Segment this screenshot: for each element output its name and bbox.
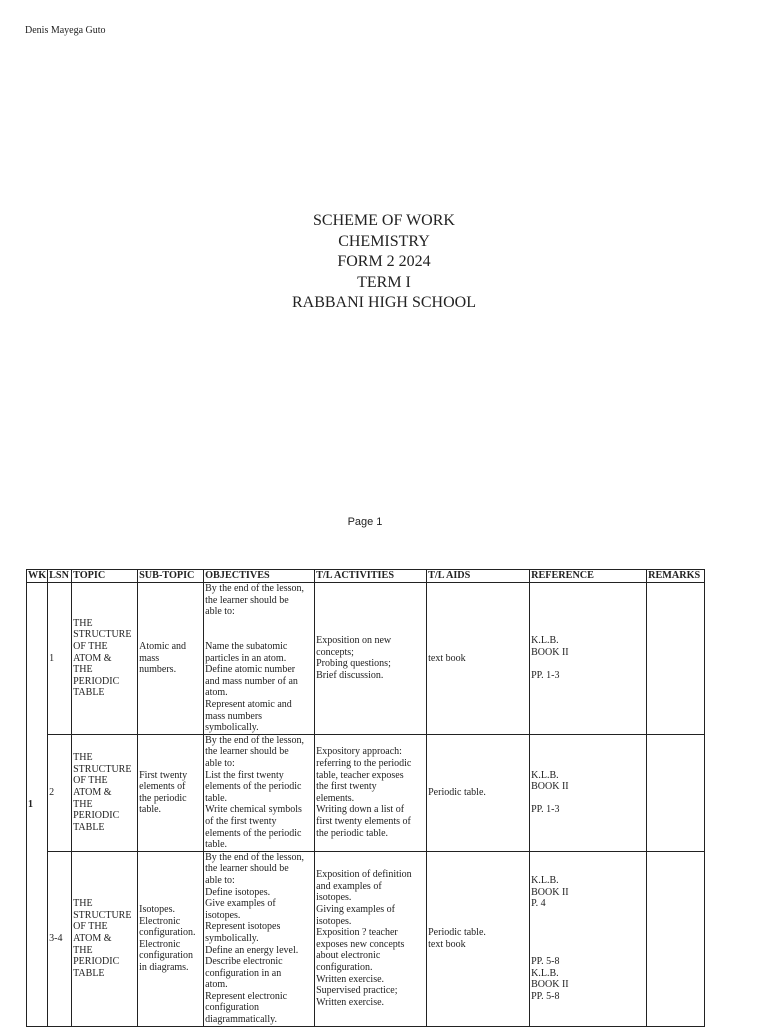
header-objectives: OBJECTIVES [204, 570, 315, 583]
header-lsn: LSN [48, 570, 72, 583]
aids-cell: text book [427, 583, 530, 735]
title-line: RABBANI HIGH SCHOOL [291, 294, 476, 312]
objectives-cell: By the end of the lesson, the learner should be able to: Define isotopes. Give examples of isotopes. Represent isotopes symbolically. Define an energy level. Describe electronic configuration in an atom. Represent electronic configuration diagrammatically. [204, 851, 315, 1026]
scheme-table [26, 569, 705, 1027]
subtopic-cell: Isotopes. Electronic configuration. Electronic configuration in diagrams. [138, 851, 204, 1026]
title-line: FORM 2 2024 [337, 253, 431, 271]
topic-cell: THE STRUCTURE OF THE ATOM & THE PERIODIC TABLE [72, 734, 138, 851]
title-line: TERM I [357, 273, 411, 291]
table-row [27, 583, 705, 735]
aids-cell: Periodic table. [427, 734, 530, 851]
remarks-cell [647, 734, 705, 851]
document-title [0, 211, 768, 314]
remarks-cell [647, 851, 705, 1026]
header-wk: WK [28, 570, 47, 582]
header-activities: T/L ACTIVITIES [315, 570, 427, 583]
lsn-cell: 3-4 [48, 851, 72, 1026]
reference-cell: K.L.B. BOOK II PP. 1-3 [530, 583, 647, 735]
header-subtopic: SUB-TOPIC [138, 570, 204, 583]
author-name: Denis Mayega Guto [25, 25, 106, 36]
topic-cell: THE STRUCTURE OF THE ATOM & THE PERIODIC TABLE [72, 851, 138, 1026]
title-line: CHEMISTRY [338, 232, 430, 250]
aids-cell: Periodic table. text book [427, 851, 530, 1026]
objectives-cell: By the end of the lesson, the learner should be able to: List the first twenty elements of the periodic table. Write chemical symbols of the first twenty elements of the periodic table. [204, 734, 315, 851]
title-line: SCHEME OF WORK [313, 212, 455, 229]
activities-cell: Expository approach: referring to the periodic table, teacher exposes the first twenty elements. Writing down a list of first twenty elements of the periodic table. [315, 734, 427, 851]
activities-cell: Exposition of definition and examples of isotopes. Giving examples of isotopes. Exposition ? teacher exposes new concepts about electronic configuration. Written exercise. Supervised practice; Written exercise. [315, 851, 427, 1026]
header-aids: T/L AIDS [427, 570, 530, 583]
table-row [27, 734, 705, 851]
remarks-cell [647, 583, 705, 735]
reference-cell: K.L.B. BOOK II P. 4 PP. 5-8 K.L.B. BOOK II PP. 5-8 [530, 851, 647, 1026]
table-row [27, 851, 705, 1026]
week-cell: 1 [27, 583, 48, 1027]
subtopic-cell: First twenty elements of the periodic table. [138, 734, 204, 851]
page-number: Page 1 [347, 516, 383, 528]
activities-cell: Exposition on new concepts; Probing questions; Brief discussion. [315, 583, 427, 735]
objectives-cell: By the end of the lesson, the learner should be able to: Name the subatomic particles in an atom. Define atomic number and mass number of an atom. Represent atomic and mass numbers symbolically. [204, 583, 315, 735]
topic-cell: THE STRUCTURE OF THE ATOM & THE PERIODIC TABLE [72, 583, 138, 735]
lsn-cell: 1 [48, 583, 72, 735]
header-remarks: REMARKS [647, 570, 705, 583]
header-topic: TOPIC [72, 570, 138, 583]
reference-cell: K.L.B. BOOK II PP. 1-3 [530, 734, 647, 851]
lsn-cell: 2 [48, 734, 72, 851]
table-header-row [27, 570, 705, 583]
header-reference: REFERENCE [530, 570, 647, 583]
subtopic-cell: Atomic and mass numbers. [138, 583, 204, 735]
